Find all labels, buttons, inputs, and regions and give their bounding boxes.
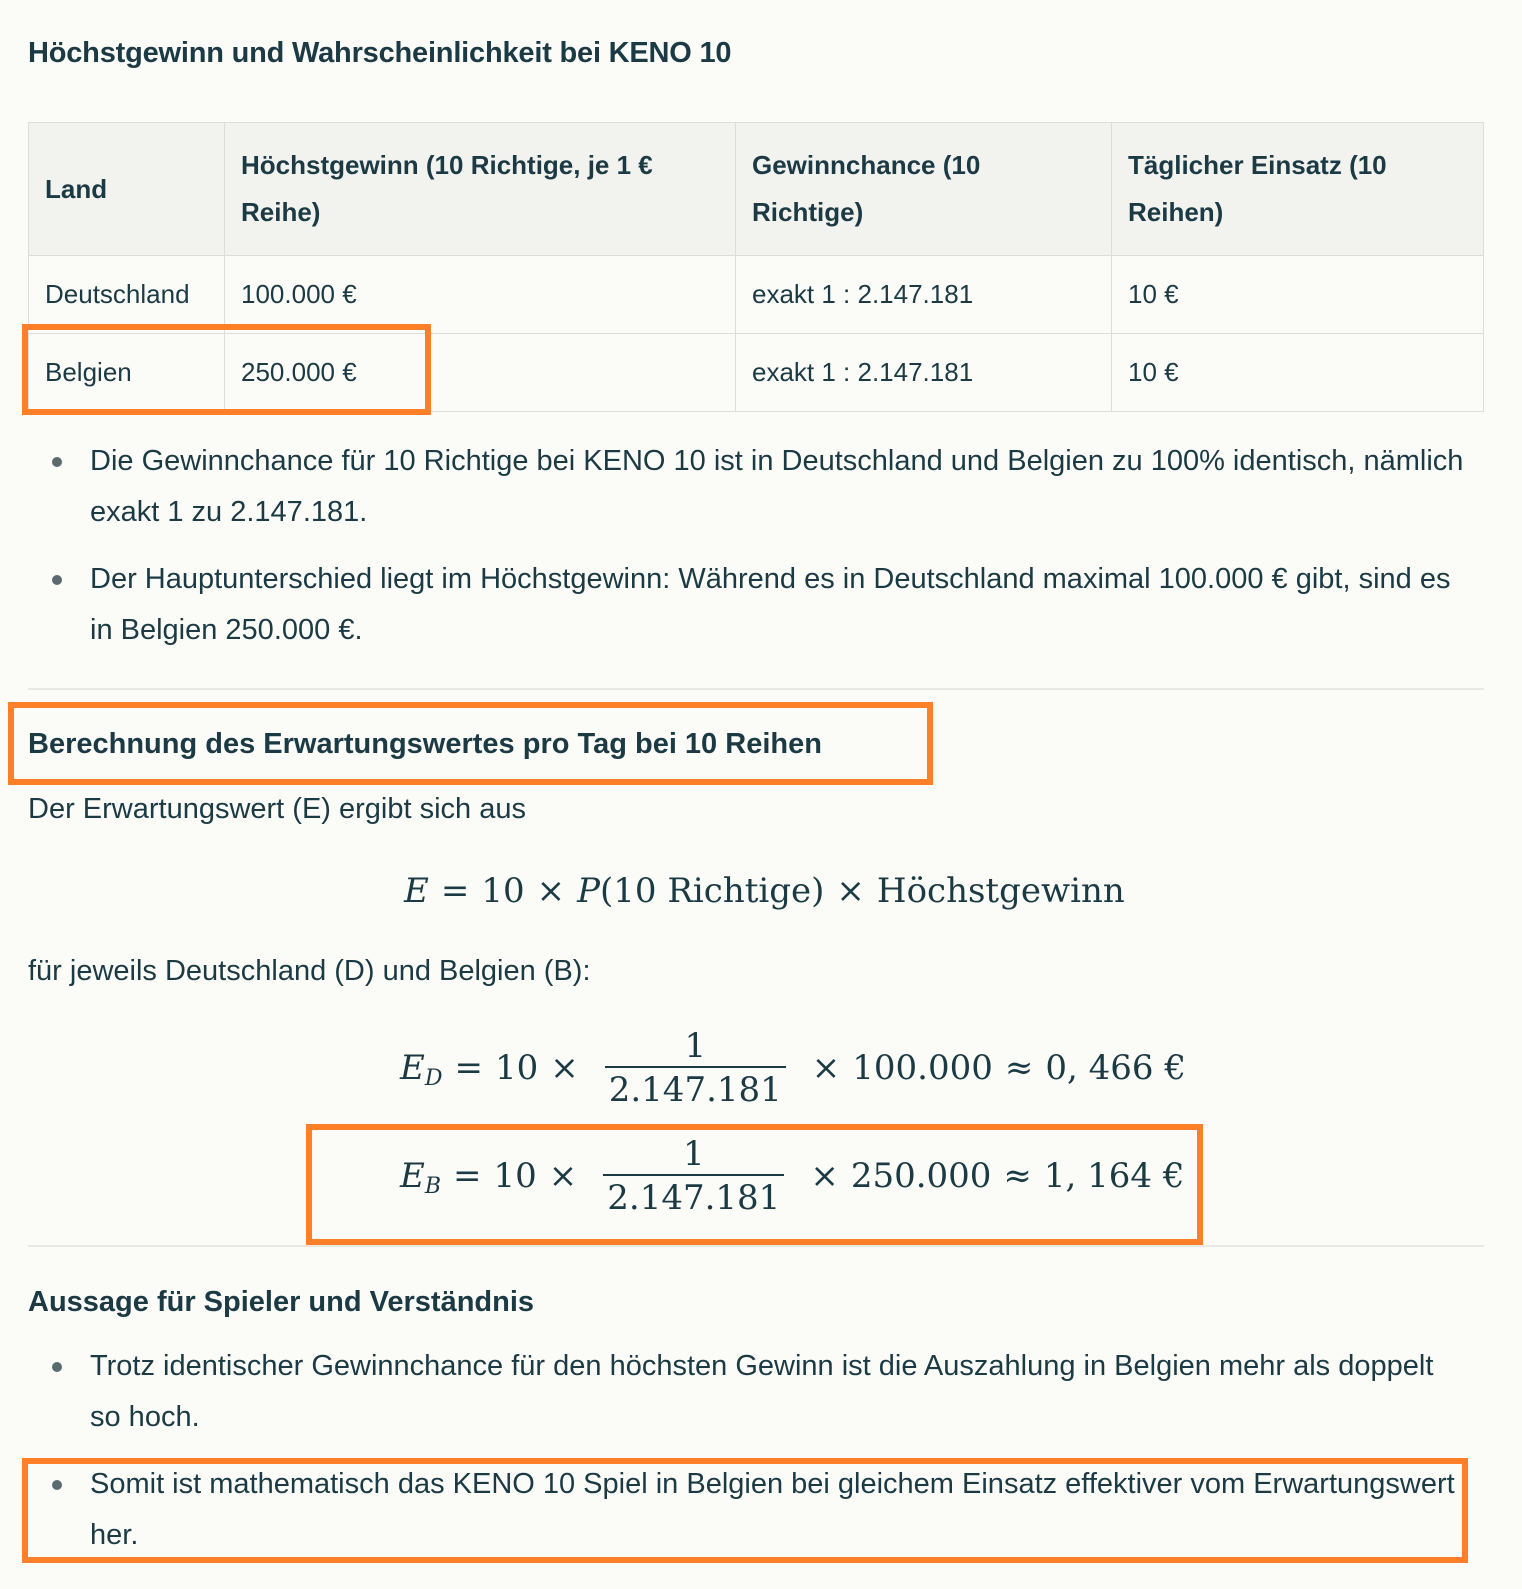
column-header-land: Land bbox=[29, 123, 225, 256]
bullet-list-comparison bbox=[28, 436, 1468, 672]
list-item bbox=[28, 1459, 1468, 1561]
divider bbox=[28, 1245, 1484, 1247]
list-item-text: Trotz identischer Gewinnchance für den höchsten Gewinn ist die Auszahlung in Belgien mehr als doppelt so hoch. bbox=[90, 1350, 1434, 1433]
formula-lhs: E bbox=[404, 871, 429, 911]
times-sign: × bbox=[536, 871, 566, 911]
cell-hoechstgewinn: 100.000 € bbox=[225, 256, 736, 334]
formula-calc-belgien bbox=[400, 1132, 1185, 1220]
calc-factor: 10 bbox=[493, 1156, 537, 1196]
column-header-gewinnchance: Gewinnchance (10 Richtige) bbox=[736, 123, 1112, 256]
cell-einsatz: 10 € bbox=[1112, 334, 1484, 412]
calc-amount: 100.000 bbox=[852, 1048, 993, 1088]
list-item-text: Die Gewinnchance für 10 Richtige bei KENO 10 ist in Deutschland und Belgien zu 100% identisch, nämlich exakt 1 zu 2.147.181. bbox=[90, 445, 1464, 528]
equals-sign: = bbox=[453, 1156, 482, 1196]
times-sign: × bbox=[810, 1156, 839, 1196]
table-header-row bbox=[29, 123, 1484, 256]
list-item-text: Der Hauptunterschied liegt im Höchstgewinn: Während es in Deutschland maximal 100.000 € gibt, sind es in Belgien 250.000 €. bbox=[90, 563, 1451, 646]
bullet-icon bbox=[52, 457, 62, 467]
formula-p-argument: (10 Richtige) bbox=[599, 871, 825, 911]
bullet-list-aussage bbox=[28, 1341, 1468, 1577]
list-item bbox=[28, 1341, 1468, 1443]
bullet-icon bbox=[52, 1480, 62, 1490]
times-sign: × bbox=[836, 871, 865, 911]
table-row bbox=[29, 334, 1484, 412]
cell-hoechstgewinn: 250.000 € bbox=[225, 334, 736, 412]
divider bbox=[28, 688, 1484, 690]
keno-comparison-table bbox=[28, 122, 1484, 412]
formula-expected-value bbox=[404, 866, 1125, 916]
cell-land: Deutschland bbox=[29, 256, 225, 334]
calc-subscript: B bbox=[424, 1173, 441, 1199]
approx-sign: ≈ bbox=[1004, 1048, 1034, 1088]
approx-sign: ≈ bbox=[1003, 1156, 1032, 1196]
intro-text: Der Erwartungswert (E) ergibt sich aus bbox=[28, 793, 526, 825]
list-item bbox=[28, 436, 1468, 538]
fraction-denominator: 2.147.181 bbox=[605, 1066, 786, 1110]
fraction-numerator: 1 bbox=[682, 1134, 705, 1174]
column-header-einsatz: Täglicher Einsatz (10 Reihen) bbox=[1112, 123, 1484, 256]
equals-sign: = bbox=[454, 1048, 483, 1088]
fraction-denominator: 2.147.181 bbox=[603, 1174, 784, 1218]
list-item-text: Somit ist mathematisch das KENO 10 Spiel in Belgien bei gleichem Einsatz effektiver vom Erwartungswert her. bbox=[90, 1468, 1455, 1551]
fraction bbox=[603, 1134, 784, 1218]
section-heading-berechnung: Berechnung des Erwartungswertes pro Tag bei 10 Reihen bbox=[28, 728, 822, 760]
fraction bbox=[605, 1026, 786, 1110]
fraction-numerator: 1 bbox=[684, 1026, 707, 1066]
calc-factor: 10 bbox=[494, 1048, 539, 1088]
formula-last-term: Höchstgewinn bbox=[876, 871, 1125, 911]
bullet-icon bbox=[52, 575, 62, 585]
column-header-hoechstgewinn: Höchstgewinn (10 Richtige, je 1 € Reihe) bbox=[225, 123, 736, 256]
bullet-icon bbox=[52, 1362, 62, 1372]
formula-factor: 10 bbox=[481, 871, 525, 911]
formula-p: P bbox=[577, 871, 600, 911]
section-heading-aussage: Aussage für Spieler und Verständnis bbox=[28, 1286, 535, 1318]
formula-calc-deutschland bbox=[400, 1024, 1186, 1112]
calc-lhs: E bbox=[400, 1048, 425, 1088]
calc-result: 1, 164 € bbox=[1043, 1156, 1185, 1196]
equals-sign: = bbox=[440, 871, 470, 911]
calc-amount: 250.000 bbox=[850, 1156, 992, 1196]
cell-einsatz: 10 € bbox=[1112, 256, 1484, 334]
list-item bbox=[28, 554, 1468, 656]
between-text: für jeweils Deutschland (D) und Belgien (B): bbox=[28, 955, 591, 987]
cell-gewinnchance: exakt 1 : 2.147.181 bbox=[736, 334, 1112, 412]
calc-subscript: D bbox=[424, 1065, 443, 1091]
times-sign: × bbox=[550, 1048, 579, 1088]
table-row bbox=[29, 256, 1484, 334]
times-sign: × bbox=[811, 1048, 841, 1088]
calc-lhs: E bbox=[400, 1156, 425, 1196]
main-heading: Höchstgewinn und Wahrscheinlichkeit bei KENO 10 bbox=[28, 37, 732, 69]
calc-result: 0, 466 € bbox=[1045, 1048, 1186, 1088]
cell-gewinnchance: exakt 1 : 2.147.181 bbox=[736, 256, 1112, 334]
cell-land: Belgien bbox=[29, 334, 225, 412]
times-sign: × bbox=[548, 1156, 578, 1196]
